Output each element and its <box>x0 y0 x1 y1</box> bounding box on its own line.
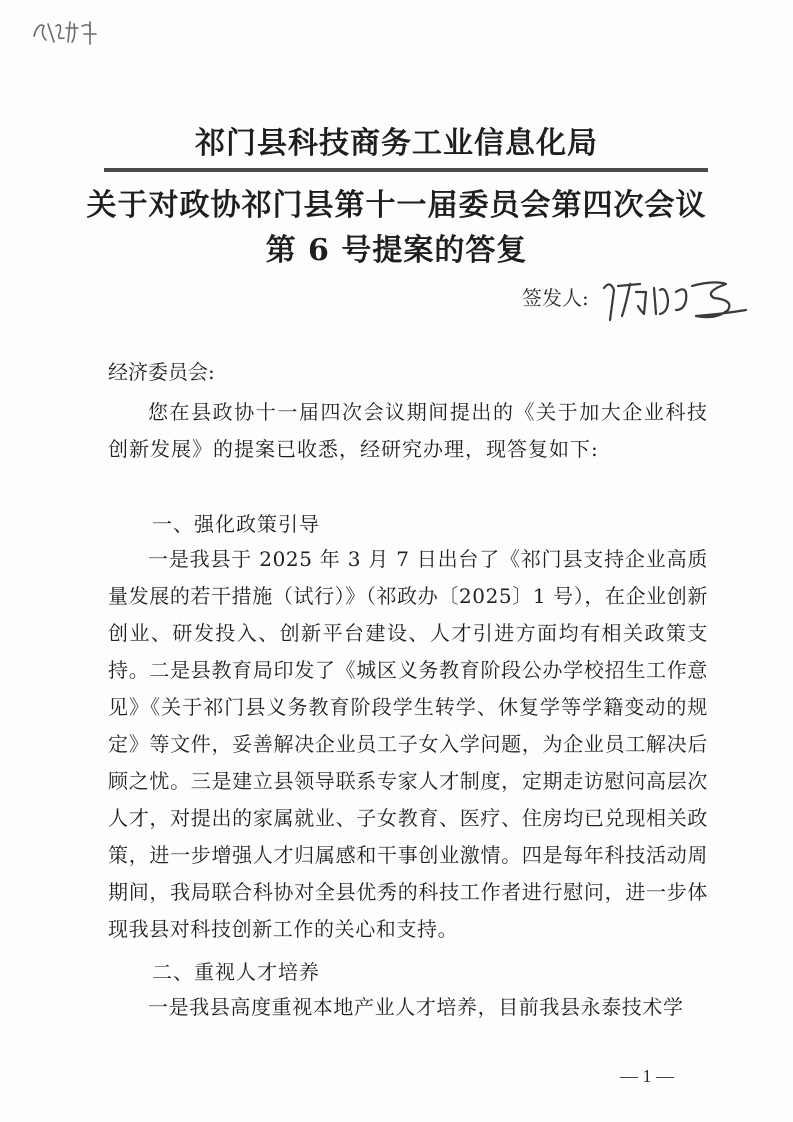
intro-paragraph: 您在县政协十一届四次会议期间提出的《关于加大企业科技创新发展》的提案已收悉，经研究办理，现答复如下: <box>108 400 708 461</box>
signer-label: 签发人: <box>522 286 589 310</box>
section-heading-1: 一、强化政策引导 <box>152 512 320 536</box>
header-divider <box>104 168 708 172</box>
handwritten-margin-note <box>30 14 110 48</box>
handwritten-signature <box>596 270 766 328</box>
issuing-organization: 祁门县科技商务工业信息化局 <box>195 126 598 161</box>
document-title-line-2: 第 6 号提案的答复 <box>265 233 528 268</box>
section-1-paragraph: 一是我县于 2025 年 3 月 7 日出台了《祁门县支持企业高质量发展的若干措施（试行）》（祁政办〔2025〕1 号），在企业创新创业、研发投入、创新平台建设、人才引进方面均有相关政策支持。二是县教育局印发了《城区义务教育阶段公办学校招生工作意见》《关于祁门县义务教育阶段学生转学、休复学等学籍变动的规定》等文件，妥善解决企业员工子女入学问题，为企业员工解决后顾之忧。三是建立县领导联系专家人才制度，定期走访慰问高层次人才，对提出的家属就业、子女教育、医疗、住房均已兑现相关政策，进一步增强人才归属感和干事创业激情。四是每年科技活动周期间，我局联合科协对全县优秀的科技工作者进行慰问，进一步体现我县对科技创新工作的关心和支持。 <box>108 547 708 941</box>
document-title-line-1: 关于对政协祁门县第十一届委员会第四次会议 <box>86 188 707 223</box>
section-heading-2: 二、重视人才培养 <box>152 960 320 984</box>
salutation: 经济委员会: <box>108 360 215 384</box>
page-number: — 1 — <box>620 1066 674 1086</box>
section-2-paragraph: 一是我县高度重视本地产业人才培养，目前我县永泰技术学 <box>148 995 684 1019</box>
